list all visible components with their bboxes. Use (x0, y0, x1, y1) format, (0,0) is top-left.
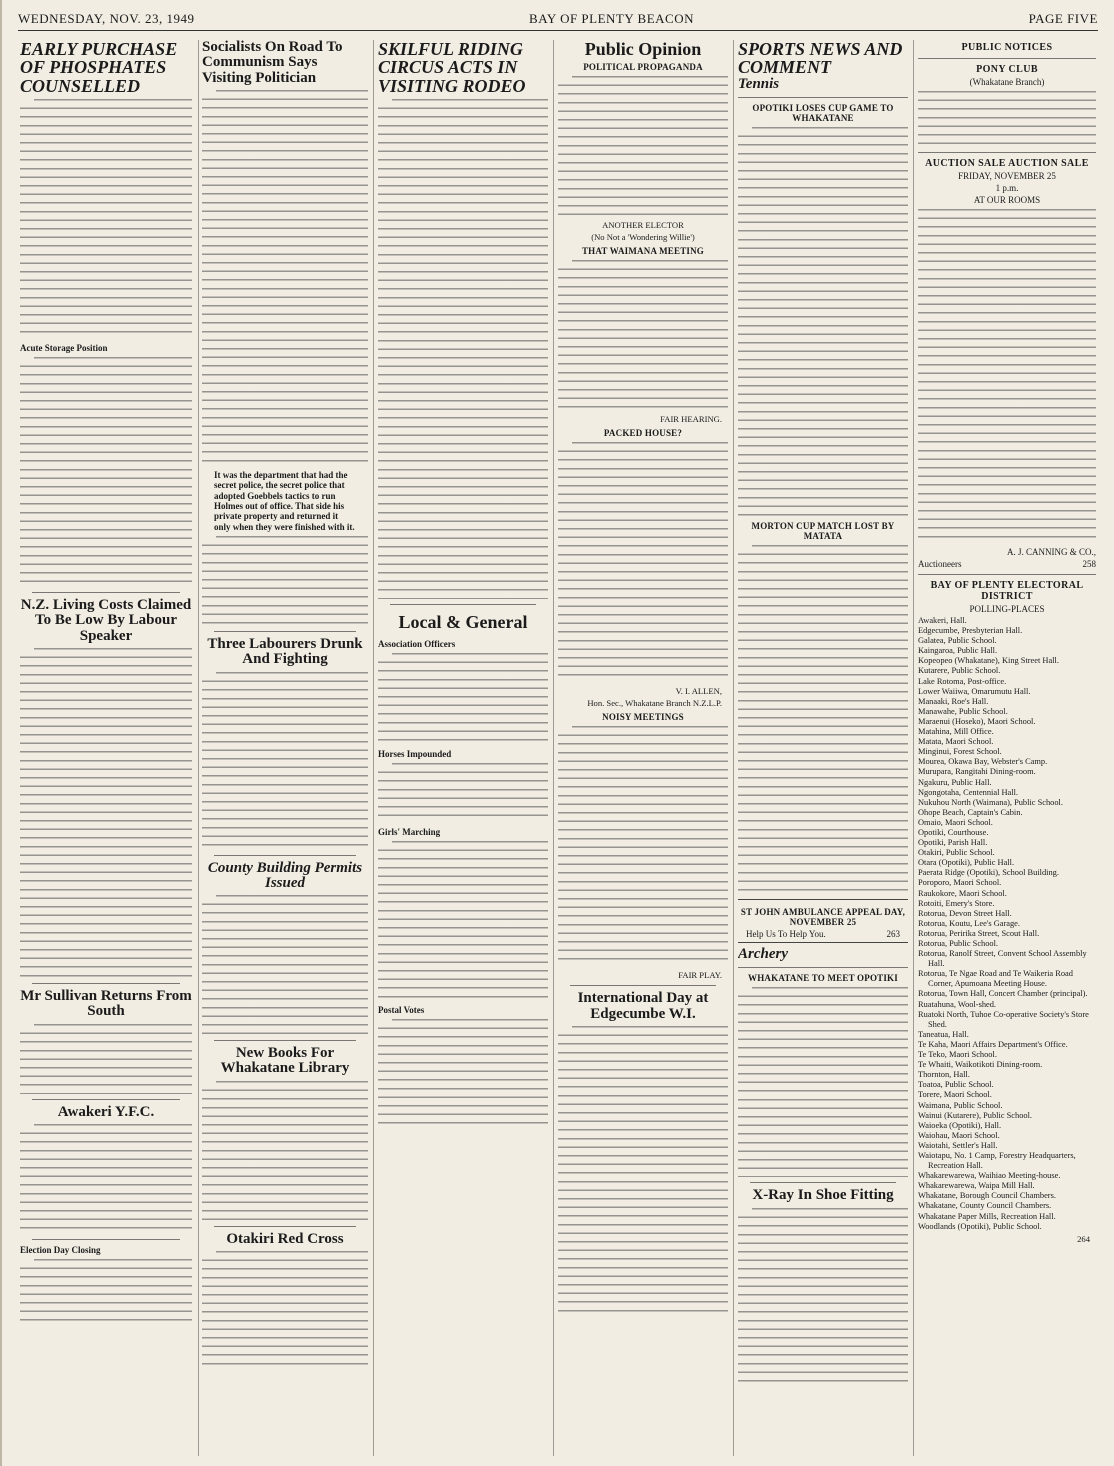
appeal-heading: ST JOHN AMBULANCE APPEAL DAY, NOVEMBER 25 (740, 907, 906, 928)
page-number: PAGE FIVE (1028, 11, 1098, 26)
polling-place: Woodlands (Opotiki), Public School. (918, 1221, 1042, 1231)
article-body (378, 841, 548, 1001)
section-rule (918, 58, 1096, 59)
article-body (202, 536, 368, 626)
polling-place: Manawahe, Public School. (918, 706, 1008, 716)
column-rule (553, 40, 554, 1456)
letter-signature-note: (No Not a 'Wondering Willie') (591, 232, 695, 243)
column-rule (913, 40, 914, 1456)
polling-place: Rotorua, Te Ngae Road and Te Waikeria Road Corner, Apumoana Meeting House. (918, 969, 1073, 989)
polling-place: Te Teko, Maori School. (918, 1050, 997, 1060)
article-divider (214, 631, 356, 632)
polling-place: Galatea, Public School. (918, 636, 997, 646)
letter-signature: V. I. ALLEN, (675, 686, 722, 697)
subhead-election-closing: Election Day Closing (20, 1244, 101, 1255)
column-2 (202, 40, 368, 1456)
polling-place: Otara (Opotiki), Public Hall. (918, 858, 1015, 868)
article-divider (32, 1099, 180, 1100)
polling-place: Thornton, Hall. (918, 1070, 970, 1080)
article-body (202, 895, 368, 1035)
section-rule (738, 967, 908, 968)
tennis-headline: OPOTIKI LOSES CUP GAME TO WHAKATANE (752, 103, 894, 124)
column-1 (20, 40, 192, 1456)
headline-rodeo: SKILFUL RIDING CIRCUS ACTS IN VISITING RODEO (378, 40, 526, 96)
auctioneer-name: A. J. CANNING & CO., (1006, 547, 1096, 557)
headline-socialists: Socialists On Road To Communism Says Visiting Politician (202, 40, 343, 86)
section-rule (918, 574, 1096, 575)
article-body (378, 99, 548, 599)
article-divider (570, 985, 716, 986)
column-rule (373, 40, 374, 1456)
headline-xray-shoe: X-Ray In Shoe Fitting (752, 1187, 894, 1204)
letter-heading: PACKED HOUSE? (603, 428, 683, 439)
polling-place: Ngongotaha, Centennial Hall. (918, 787, 1019, 797)
polling-place: Waiotahi, Settler's Hall. (918, 1140, 998, 1150)
subhead-storage: Acute Storage Position (20, 343, 108, 354)
results-body (738, 127, 908, 517)
polling-place: Whakarewarewa, Waihiao Meeting-house. (918, 1171, 1061, 1181)
polling-place: Rotorua, Devon Street Hall. (918, 908, 1012, 918)
letter-heading: THAT WAIMANA MEETING (581, 246, 705, 257)
archery-headline: WHAKATANE TO MEET OPOTIKI (748, 973, 898, 984)
article-divider (390, 604, 536, 605)
polling-place: Kaingaroa, Public Hall. (918, 646, 998, 656)
masthead (18, 8, 1098, 31)
polling-place: Taneatua, Hall. (918, 1029, 969, 1039)
letter-heading: POLITICAL PROPAGANDA (583, 62, 703, 73)
letter-signature-title: Hon. Sec., Whakatane Branch N.Z.L.P. (587, 698, 722, 709)
headline-library: New Books For Whakatane Library (220, 1045, 350, 1077)
article-body (20, 357, 192, 587)
subhead-postal-votes: Postal Votes (378, 1005, 425, 1016)
article-divider (32, 1239, 180, 1240)
polling-place: Omaio, Maori School. (918, 817, 993, 827)
polling-place: Rotorua, Public School. (918, 939, 999, 948)
article-body (202, 1081, 368, 1221)
polling-place: Rotorua, Town Hall, Concert Chamber (principal). (918, 989, 1088, 999)
polling-place: Te Whaiti, Waikotikoti Dining-room. (918, 1060, 1043, 1070)
column-3 (378, 40, 548, 1456)
bold-inset-quote: It was the department that had the secret police, the secret police that adopted Goebbels tactics to run Holmes out of office. That side his private property and returned it only when they were finished with it. (214, 469, 355, 532)
polling-place: Paerata Ridge (Opotiki), School Building. (918, 868, 1059, 878)
headline-local-general: Local & General (398, 612, 528, 633)
polling-place: Te Kaha, Maori Affairs Department's Office. (918, 1039, 1068, 1049)
polling-place: Lake Rotoma, Post-office. (918, 676, 1007, 686)
polling-place: Otakiri, Public School. (918, 848, 995, 858)
auction-ad-number: 258 (1082, 559, 1096, 569)
headline-otakiri-red-cross: Otakiri Red Cross (226, 1230, 344, 1247)
polling-place: Lower Waiiwa, Omarumutu Hall. (918, 686, 1031, 696)
polling-place: Wainui (Kutarere), Public School. (918, 1110, 1032, 1120)
polling-place: Rotoiti, Emery's Store. (918, 898, 995, 908)
article-body (738, 1208, 908, 1388)
article-divider (214, 855, 356, 856)
polling-place: Matata, Maori School. (918, 737, 994, 747)
headline-awakeri: Awakeri Y.F.C. (57, 1103, 155, 1120)
headline-phosphates: EARLY PURCHASE OF PHOSPHATES COUNSELLED (20, 40, 178, 96)
subhead-horses-impounded: Horses Impounded (378, 749, 452, 760)
polling-place: Manaaki, Roe's Hall. (918, 696, 989, 706)
appeal-ad-number: 263 (886, 929, 900, 940)
issue-date: WEDNESDAY, NOV. 23, 1949 (18, 11, 195, 26)
polling-place: Whakatane, County Council Chambers. (918, 1201, 1052, 1211)
public-notices-heading: PUBLIC NOTICES (961, 42, 1053, 53)
notice-body (918, 91, 1096, 147)
polling-place: Raukokore, Maori School. (918, 888, 1007, 898)
appeal-slogan: Help Us To Help You. (746, 929, 826, 940)
article-body (20, 1124, 192, 1234)
paper-title: BAY OF PLENTY BEACON (529, 11, 694, 26)
letter-body (558, 442, 728, 682)
article-body (202, 672, 368, 850)
section-rule (738, 97, 908, 98)
article-body (558, 1026, 728, 1316)
auctioneer-title: Auctioneers (918, 559, 962, 569)
morton-cup-headline: MORTON CUP MATCH LOST BY MATATA (751, 521, 895, 542)
polling-place: Rotorua, Peririka Street, Scout Hall. (918, 928, 1040, 938)
article-divider (32, 983, 180, 984)
polling-place: Minginui, Forest School. (918, 747, 1002, 757)
auction-date: FRIDAY, NOVEMBER 25 (958, 171, 1056, 181)
auction-heading: AUCTION SALE AUCTION SALE (925, 158, 1089, 169)
article-body (378, 1019, 548, 1129)
polling-places-heading: POLLING-PLACES (969, 604, 1045, 614)
polling-place: Kopeopeo (Whakatane), King Street Hall. (918, 656, 1059, 666)
polling-place: Opotiki, Parish Hall. (918, 838, 988, 848)
auction-item-list (918, 209, 1096, 543)
polling-place: Edgecumbe, Presbyterian Hall. (918, 626, 1023, 636)
polling-place: Toatoa, Public School. (918, 1080, 994, 1090)
article-body (20, 648, 192, 978)
subhead-girls-marching: Girls' Marching (378, 827, 441, 838)
polling-place: Poroporo, Maori School. (918, 878, 1002, 888)
polling-ad-number: 264 (1077, 1233, 1090, 1244)
letter-body (558, 260, 728, 410)
polling-place: Ruatoki North, Tuhoe Co-operative Society's Store Shed. (918, 1009, 1089, 1029)
headline-labourers: Three Labourers Drunk And Fighting (207, 635, 363, 668)
letter-signature: FAIR PLAY. (678, 970, 722, 981)
pony-club-heading: PONY CLUB (976, 64, 1038, 75)
polling-place: Nukuhou North (Waimana), Public School. (918, 797, 1063, 807)
polling-place: Kutarere, Public School. (918, 666, 1001, 676)
polling-place: Waioeka (Opotiki), Hall. (918, 1120, 1002, 1130)
polling-place: Murupara, Rangitahi Dining-room. (918, 767, 1036, 777)
article-body (378, 763, 548, 823)
polling-place: Rotorua, Koutu, Lee's Garage. (918, 918, 1020, 928)
headline-public-opinion: Public Opinion (584, 40, 702, 59)
article-body (202, 1251, 368, 1371)
headline-sullivan: Mr Sullivan Returns From South (20, 987, 192, 1020)
section-archery: Archery (738, 946, 788, 963)
polling-place: Rotorua, Ranolf Street, Convent School Assembly Hall. (918, 949, 1087, 969)
headline-county-permits: County Building Permits Issued (207, 859, 363, 891)
article-divider (214, 1226, 356, 1227)
section-rule (918, 152, 1096, 153)
letter-body (558, 726, 728, 966)
article-body (20, 99, 192, 339)
article-divider (750, 1182, 896, 1183)
letter-signature: FAIR HEARING. (660, 414, 722, 425)
polling-place: Matahina, Mill Office. (918, 727, 994, 737)
subhead-association-officers: Association Officers (378, 639, 456, 650)
letter-heading: NOISY MEETINGS (602, 712, 684, 723)
polling-place: Ruatahuna, Wool-shed. (918, 999, 997, 1009)
letter-signature: ANOTHER ELECTOR (602, 220, 684, 231)
polling-place: Opotiki, Courthouse. (918, 827, 989, 837)
polling-place: Waimana, Public School. (918, 1100, 1003, 1110)
page-edge-shadow (0, 0, 2, 1466)
auctioneer-line (918, 559, 1096, 569)
headline-international-day: International Day at Edgecumbe W.I. (577, 990, 709, 1022)
polling-place: Whakatane, Borough Council Chambers. (918, 1191, 1056, 1201)
polling-place: Ngakuru, Public Hall. (918, 777, 992, 787)
article-divider (214, 1040, 356, 1041)
electoral-heading: BAY OF PLENTY ELECTORAL DISTRICT (930, 580, 1084, 602)
auction-time: 1 p.m. (995, 183, 1019, 193)
article-body (20, 1259, 192, 1327)
article-body (20, 1024, 192, 1094)
column-4 (558, 40, 728, 1456)
polling-place: Whakatane Paper Mills, Recreation Hall. (918, 1211, 1056, 1221)
polling-place: Awakeri, Hall. (918, 616, 967, 625)
results-body (738, 545, 908, 895)
polling-places-list (918, 616, 1096, 1232)
polling-place: Ohope Beach, Captain's Cabin. (918, 807, 1023, 817)
column-rule (733, 40, 734, 1456)
letter-body (558, 76, 728, 216)
article-body (202, 90, 368, 466)
pony-club-branch: (Whakatane Branch) (969, 77, 1045, 87)
column-rule (198, 40, 199, 1456)
polling-place: Waiotapu, No. 1 Camp, Forestry Headquarters, Recreation Hall. (918, 1150, 1076, 1171)
polling-place: Mourea, Okawa Bay, Webster's Camp. (918, 757, 1048, 767)
archery-body (738, 987, 908, 1177)
article-body (378, 653, 548, 745)
column-5 (738, 40, 908, 1456)
headline-living-costs: N.Z. Living Costs Claimed To Be Low By Labour Speaker (20, 597, 192, 644)
st-john-appeal-box (738, 899, 908, 943)
column-6 (918, 40, 1096, 1456)
polling-place: Whakarewarewa, Waipa Mill Hall. (918, 1181, 1035, 1191)
polling-place: Torere, Maori School. (918, 1090, 992, 1100)
polling-place: Maraenui (Hoseko), Maori School. (918, 716, 1036, 726)
polling-place: Waiohau, Maori School. (918, 1130, 1000, 1140)
auction-venue: AT OUR ROOMS (973, 195, 1041, 205)
section-tennis: Tennis (738, 75, 780, 92)
headline-sports-news: SPORTS NEWS AND COMMENT (738, 40, 903, 78)
article-divider (32, 592, 180, 593)
